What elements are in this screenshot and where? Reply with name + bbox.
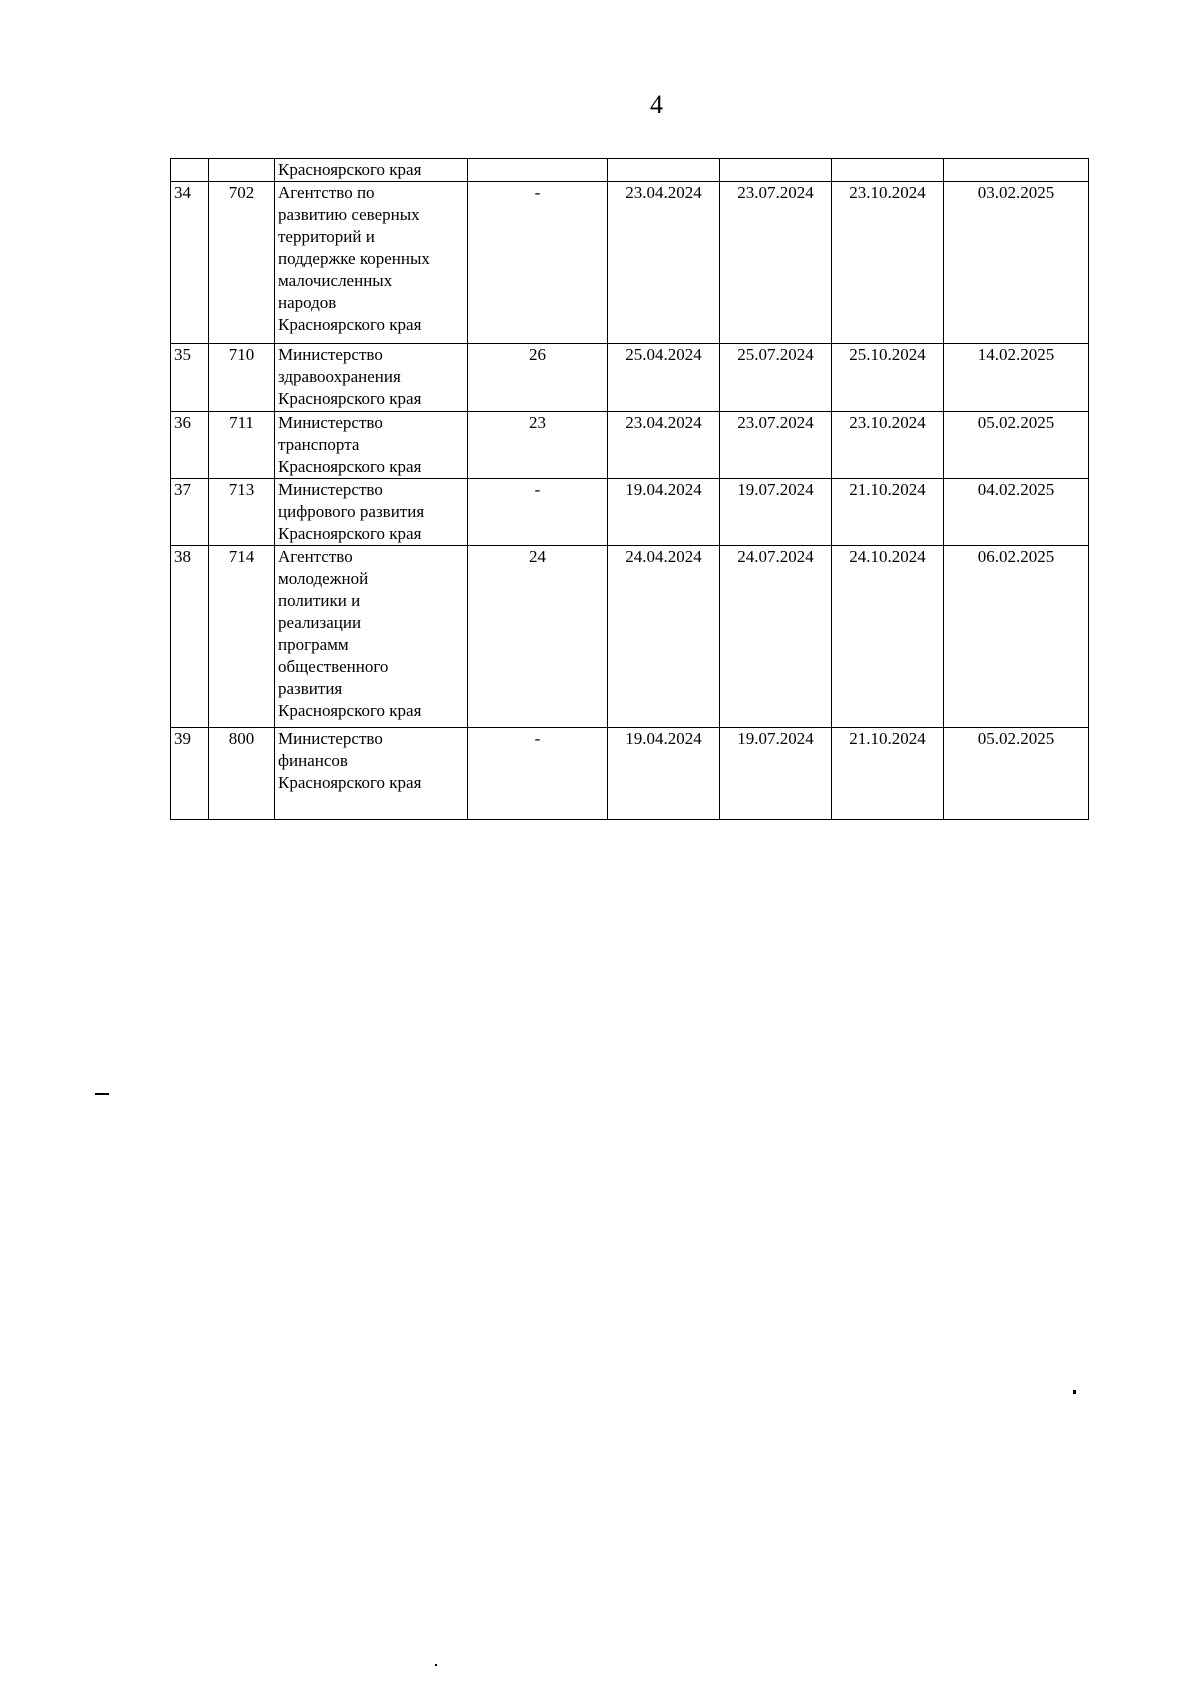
- cell-date-1: 25.04.2024: [608, 344, 720, 412]
- org-line: территорий и: [278, 227, 375, 246]
- org-line: Министерство: [278, 413, 383, 432]
- org-line: Красноярского края: [278, 701, 422, 720]
- cell-date-2: 23.07.2024: [720, 412, 832, 479]
- table-row: [171, 728, 1089, 820]
- org-line: развития: [278, 679, 343, 698]
- table-row: [171, 479, 1089, 546]
- cell-org: [275, 479, 468, 546]
- cell-org: Красноярского края: [275, 159, 468, 182]
- cell-date-1: 23.04.2024: [608, 412, 720, 479]
- cell-code: 800: [209, 728, 275, 820]
- cell-date-4: 06.02.2025: [944, 546, 1089, 728]
- cell-date-4: [944, 159, 1089, 182]
- cell-code: 711: [209, 412, 275, 479]
- org-line: развитию северных: [278, 205, 420, 224]
- org-line: здравоохранения: [278, 367, 401, 386]
- cell-col4: -: [468, 728, 608, 820]
- cell-num: 39: [171, 728, 209, 820]
- cell-org: [275, 182, 468, 344]
- org-line: программ: [278, 635, 349, 654]
- cell-date-2: 19.07.2024: [720, 728, 832, 820]
- cell-date-3: 25.10.2024: [832, 344, 944, 412]
- cell-code: 710: [209, 344, 275, 412]
- cell-code: 713: [209, 479, 275, 546]
- schedule-table: [170, 158, 1089, 820]
- cell-num: 38: [171, 546, 209, 728]
- cell-date-2: 23.07.2024: [720, 182, 832, 344]
- cell-col4: 26: [468, 344, 608, 412]
- cell-date-3: 21.10.2024: [832, 479, 944, 546]
- cell-date-1: 19.04.2024: [608, 479, 720, 546]
- org-line: политики и: [278, 591, 361, 610]
- org-line: общественного: [278, 657, 389, 676]
- cell-date-1: 24.04.2024: [608, 546, 720, 728]
- cell-date-3: 21.10.2024: [832, 728, 944, 820]
- cell-date-3: 24.10.2024: [832, 546, 944, 728]
- cell-num: 36: [171, 412, 209, 479]
- cell-code: 702: [209, 182, 275, 344]
- cell-org: [275, 412, 468, 479]
- cell-date-1: 23.04.2024: [608, 182, 720, 344]
- org-line: реализации: [278, 613, 362, 632]
- table-row: [171, 344, 1089, 412]
- cell-date-4: 05.02.2025: [944, 728, 1089, 820]
- cell-date-2: [720, 159, 832, 182]
- table-row: [171, 412, 1089, 479]
- org-line: Министерство: [278, 729, 383, 748]
- cell-date-1: [608, 159, 720, 182]
- cell-org: [275, 728, 468, 820]
- cell-date-2: 24.07.2024: [720, 546, 832, 728]
- cell-num: 35: [171, 344, 209, 412]
- org-line: цифрового развития: [278, 502, 425, 521]
- cell-col4: [468, 159, 608, 182]
- cell-org: [275, 344, 468, 412]
- cell-col4: 24: [468, 546, 608, 728]
- cell-date-1: 19.04.2024: [608, 728, 720, 820]
- scan-mark: [95, 1093, 109, 1095]
- cell-date-4: 05.02.2025: [944, 412, 1089, 479]
- org-line: Красноярского края: [278, 389, 422, 408]
- cell-date-2: 19.07.2024: [720, 479, 832, 546]
- org-line: Красноярского края: [278, 315, 422, 334]
- cell-org: [275, 546, 468, 728]
- org-line: Агентство по: [278, 183, 375, 202]
- cell-num: [171, 159, 209, 182]
- org-line: малочисленных: [278, 271, 393, 290]
- cell-num: 37: [171, 479, 209, 546]
- cell-date-4: 14.02.2025: [944, 344, 1089, 412]
- org-line: транспорта: [278, 435, 360, 454]
- cell-code: 714: [209, 546, 275, 728]
- cell-date-2: 25.07.2024: [720, 344, 832, 412]
- scan-mark: [435, 1664, 437, 1666]
- cell-date-4: 03.02.2025: [944, 182, 1089, 344]
- table-row: [171, 182, 1089, 344]
- org-line: поддержке коренных: [278, 249, 430, 268]
- cell-code: [209, 159, 275, 182]
- table-row: [171, 546, 1089, 728]
- org-line: Агентство: [278, 547, 353, 566]
- cell-date-3: [832, 159, 944, 182]
- cell-date-3: 23.10.2024: [832, 182, 944, 344]
- cell-num: 34: [171, 182, 209, 344]
- org-line: Министерство: [278, 480, 383, 499]
- cell-col4: -: [468, 479, 608, 546]
- org-line: Министерство: [278, 345, 383, 364]
- page-number: 4: [650, 90, 663, 119]
- cell-col4: 23: [468, 412, 608, 479]
- table-row-continuation: [171, 159, 1089, 182]
- org-line: финансов: [278, 751, 348, 770]
- org-line: Красноярского края: [278, 524, 422, 543]
- cell-date-3: 23.10.2024: [832, 412, 944, 479]
- org-line: молодежной: [278, 569, 369, 588]
- cell-date-4: 04.02.2025: [944, 479, 1089, 546]
- org-line: Красноярского края: [278, 773, 422, 792]
- cell-col4: -: [468, 182, 608, 344]
- org-line: Красноярского края: [278, 457, 422, 476]
- org-line: народов: [278, 293, 337, 312]
- scan-mark: [1073, 1390, 1076, 1394]
